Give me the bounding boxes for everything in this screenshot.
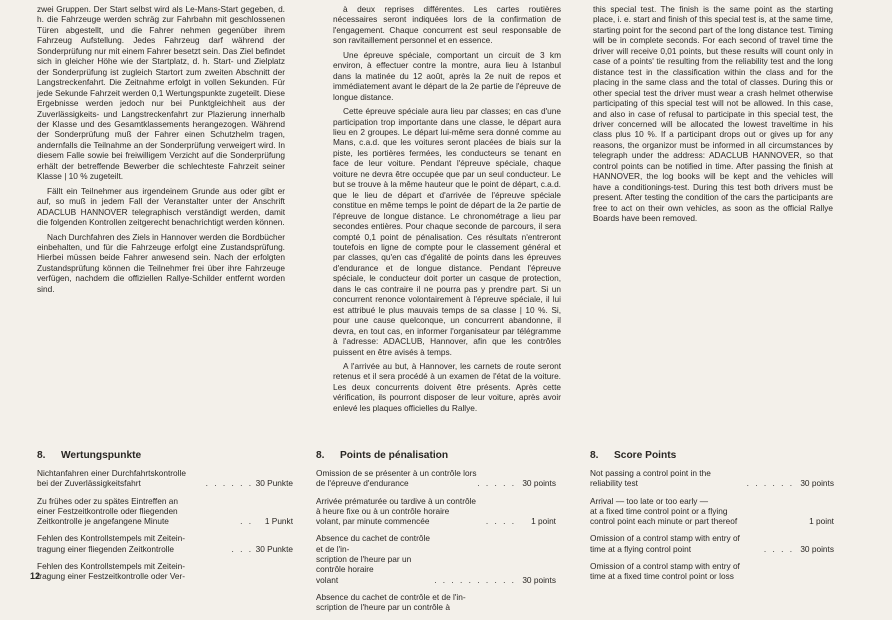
leader-dots: . . . . . .	[746, 478, 794, 489]
penalty-points: 30 Punkte	[255, 478, 293, 489]
penalty-description: Arrivée prématurée ou tardive à un contrôle à heure fixe ou à un contrôle horaire volant, par minute commencée	[316, 495, 477, 527]
section-title: Score Points	[614, 450, 677, 461]
leader-dots: . . . . . .	[205, 478, 253, 489]
penalty-points: 1 point	[809, 516, 834, 527]
german-scoring-section	[37, 450, 293, 589]
penalty-item	[590, 496, 834, 527]
section-number: 8.	[37, 450, 46, 461]
english-paragraph: this special test. The finish is the same point as the starting place, i. e. start and finish of this special test is, at the same time, starting point for the second part of the long distance test. Timing will be in complete seconds. For each second of travel time the driver will receive 0,01 points, but these results will count only in case of a points' tie resulting from the reliability test and the long distance test in the classification within the class and for the placing in the same class and the total of classes. During this or other special test the driver must wear a crash helmet otherwise participating of this special test will not be allowed. In this case, and also in case of refusal to participate in this special test, the driver concerned will be allocated the lowest traveltime in his class plus 10 %. If a participant drops out or gives up for any reasons, the organizor must be informed in all circumstances by telegraph under the address: ADACLUB HANNOVER, so that control points can be notified in time. After passing the finish at HANNOVER, the log books will be kept and the vehicles will have a conditionings-test. During this test both drivers must be present. After testing the condition of the cars the participants are free to act on their own vehicles, as soon as the official Rallye Boards have been removed.	[593, 4, 833, 224]
penalty-points: 1 point	[531, 516, 556, 527]
penalty-description: Omission de se présenter à un contrôle lors de l'épreuve d'endurance	[316, 468, 477, 489]
penalty-description: Absence du cachet de contrôle et de l'in- scription de l'heure par un contrôle à	[316, 591, 466, 613]
section-heading	[590, 450, 834, 462]
section-heading	[316, 450, 556, 462]
german-paragraph: Nach Durchfahren des Ziels in Hannover werden die Bordbücher einbehalten, und für die Fahrzeuge erfolgt eine Zustandsprüfung. Hierbei müssen beide Fahrer anwesend sein. Nach der erfolgten Zustandsprüfung können die Teilnehmer frei über ihre Fahrzeuge verfügen, nachdem die offiziellen Rallye-Schilder entfernt worden sind.	[37, 231, 285, 294]
penalty-description: Zu frühes oder zu spätes Eintreffen an einer Festzeitkontrolle oder fliegenden Zeitkontrolle je angefangene Minute	[37, 495, 178, 527]
penalty-points: 30 Punkte	[255, 543, 293, 554]
english-text-column	[593, 4, 833, 228]
section-title: Points de pénalisation	[340, 450, 449, 461]
leader-dots: . . . . .	[477, 478, 516, 489]
french-paragraph: Une épreuve spéciale, comportant un circuit de 3 km environ, à effectuer contre la montre, aura lieu à Istanbul dans la matinée du 12 août, après la 2e nuit de repos et immédiatement avant le départ de la 2e partie de l'épreuve de longue distance.	[333, 49, 561, 102]
penalty-points: 1 Punkt	[264, 516, 293, 527]
section-number: 8.	[590, 450, 599, 461]
section-heading	[37, 450, 293, 462]
penalty-description: Arrival — too late or too early — at a fixed time control point or a flying control point each minute or part thereof	[590, 495, 738, 527]
penalty-points: 30 points	[522, 478, 556, 489]
leader-dots: . . . .	[485, 516, 516, 527]
section-title: Wertungspunkte	[61, 450, 142, 461]
french-paragraph: A l'arrivée au but, à Hannover, les carnets de route seront retenus et il sera procédé à un examen de l'état de la voiture. Les deux concurrents doivent être présents. Après cette vérification, ils pourront disposer de leur voiture, après avoir enlevé les plaques officielles du Rallye.	[333, 360, 561, 413]
penalty-item	[316, 592, 556, 613]
german-text-column	[37, 4, 285, 298]
penalty-points: 30 points	[522, 574, 556, 585]
penalty-item	[590, 561, 834, 582]
penalty-item	[37, 496, 293, 527]
french-scoring-section	[316, 450, 556, 620]
french-text-column	[333, 4, 561, 417]
leader-dots: . .	[240, 516, 253, 527]
penalty-description: Fehlen des Kontrollstempels mit Zeitein- tragung einer Festzeitkontrolle oder Ver-	[37, 561, 186, 582]
french-paragraph: Cette épreuve spéciale aura lieu par classes; en cas d'une participation trop importante dans une classe, le départ aura lieu en 2 groupes. Le départ lui-même sera donné comme au Mans, c.a.d. que les voitures seront placées de biais sur la piste, les portières fermées, les conducteurs se tenant en face de leur voiture. Pendant l'épreuve spéciale, chaque voiture ne devra être occupée que par un seul conducteur. Le but se trouve à la même hauteur que le point de départ, c.a.d. que le lieu de départ et d'arrivée de l'épreuve spéciale constitue en même temps le point de départ de la 2e partie de l'épreuve de longue distance. Le chronométrage a lieu par secondes entières. Pour chaque seconde de parcours, il sera compté 0,1 point de pénalisation. Ces résultats n'entreront toutefois en ligne de compte pour le classement général et par classes, qu'en cas d'égalité de points dans les épreuves d'endurance et de longue distance. Pendant l'épreuve spéciale, le conducteur doit porter un casque de protection, dans le cas contraire il ne pourra pas y prendre part. Si un concurrent renonce volontairement à l'épreuve spéciale, il lui est attribué le plus mauvais temps de sa classe | 10 %. Si, pour une cause quelconque, un concurrent abandonne, il devra, en tout cas, en informer l'organisateur par télégramme à l'adresse: ADACLUB, Hannover, afin que les contrôles puissent en être avisés à temps.	[333, 106, 561, 357]
penalty-description: Not passing a control point in the reliability test	[590, 468, 711, 489]
german-paragraph: zwei Gruppen. Der Start selbst wird als Le-Mans-Start gegeben, d. h. die Fahrzeuge werden schräg zur Fahrbahn mit geschlossenen Türen abgestellt, und die Fahrer nehmen gegenüber ihrem Fahrzeug Aufstellung. Jedes Fahrzeug darf während der Sonderprüfung nur mit einem Fahrer besetzt sein. Das Ziel befindet sich in gleicher Höhe wie der Startplatz, d. h. Start- und Zielplatz der Sonderprüfung ist zugleich Startort zum zweiten Abschnitt der Langstreckenfahrt. Die Zeitnahme erfolgt in vollen Sekunden. Für jede Sekunde Fahrzeit werden 0,1 Wertungspunkte zugeteilt. Diese Ergebnisse werden jedoch nur bei Punktgleichheit aus der Zuverlässigkeits- und Langstreckenfahrt zur Plazierung innerhalb der Klasse und des Gesamtklassements herangezogen. Während der Sonderprüfung muß der Fahrer einen Schutzhelm tragen, andernfalls die Teilnahme an der Sonderprüfung verweigert wird. In diesem Falle sowie bei freiwilligem Verzicht auf die Sonderprüfung erhält der betreffende Bewerber die schlechteste Fahrzeit seiner Klasse | 10 % zugeteilt.	[37, 4, 285, 182]
penalty-item	[316, 468, 556, 489]
penalty-item	[590, 533, 834, 554]
leader-dots: . . . .	[763, 543, 794, 554]
page-number: 12	[30, 571, 41, 581]
leader-dots: . . .	[231, 543, 253, 554]
penalty-item	[316, 533, 556, 584]
penalty-points: 30 points	[800, 478, 834, 489]
penalty-description: Fehlen des Kontrollstempels mit Zeitein- tragung einer fliegenden Zeitkontrolle	[37, 533, 186, 554]
penalty-description: Omission of a control stamp with entry of time at a fixed time control point or loss	[590, 561, 740, 582]
german-paragraph: Fällt ein Teilnehmer aus irgendeinem Grunde aus oder gibt er auf, so muß in jedem Fall der Veranstalter unter der Anschrift ADACLUB HANNOVER telegraphisch verständigt werden, damit die folgenden Kontrollen zeitgerecht benachrichtigt werden können.	[37, 185, 285, 228]
leader-dots: . . . . . . . . . .	[434, 574, 516, 585]
penalty-item	[37, 468, 293, 489]
penalty-description: Absence du cachet de contrôle et de l'in- scription de l'heure par un contrôle horaire volant	[316, 533, 430, 585]
penalty-item	[37, 561, 293, 582]
section-number: 8.	[316, 450, 325, 461]
penalty-item	[37, 533, 293, 554]
penalty-item	[316, 496, 556, 527]
penalty-description: Nichtanfahren einer Durchfahrtskontrolle bei der Zuverlässigkeitsfahrt	[37, 468, 186, 489]
penalty-description: Omission of a control stamp with entry of time at a flying control point	[590, 533, 740, 554]
french-paragraph: à deux reprises différentes. Les cartes routières nécessaires seront indiquées lors de la confirmation de l'engagement. Chaque concurrent est seul responsable de son ravitaillement personnel et en essence.	[333, 4, 561, 46]
penalty-points: 30 points	[800, 543, 834, 554]
english-scoring-section	[590, 450, 834, 589]
penalty-item	[590, 468, 834, 489]
